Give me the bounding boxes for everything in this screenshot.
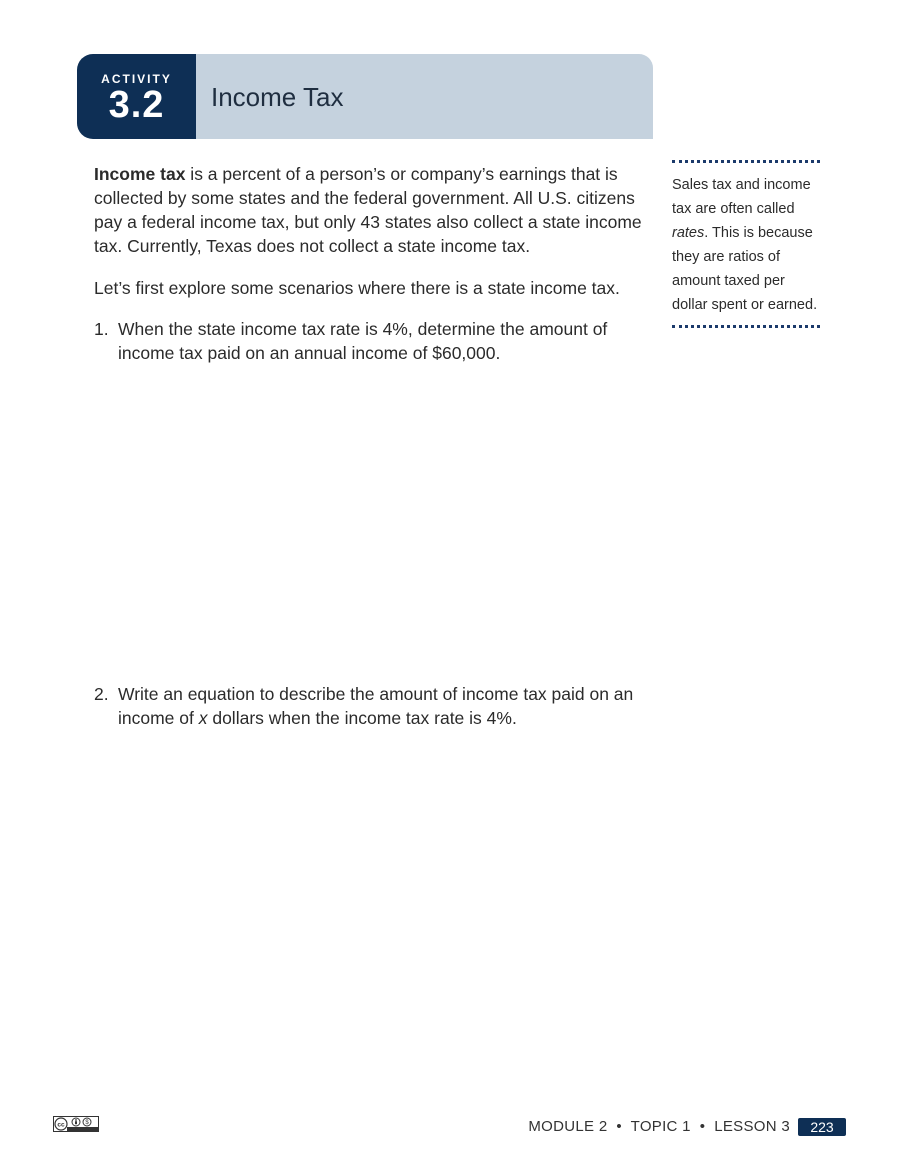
question-text: When the state income tax rate is 4%, determine the amount of income tax paid on an annual income of $60,000. xyxy=(118,319,608,363)
page-number: 223 xyxy=(798,1118,846,1136)
cc-by-nc-icon xyxy=(53,1116,99,1132)
intro-text: is a percent of a person’s or company’s earnings that is collected by some states and the federal government. All U.S. citizens pay a federal income tax, but only 43 states also collect a state income tax. Currently, Texas does not collect a state income tax. xyxy=(94,164,642,256)
sidebar-after: . This is because they are ratios of amount taxed per dollar spent or earned. xyxy=(672,225,818,313)
question-text-after: dollars when the income tax rate is 4%. xyxy=(207,708,517,728)
page-footer xyxy=(0,1112,900,1142)
question-text xyxy=(118,682,658,730)
page-title: Income Tax xyxy=(211,82,344,112)
lead-paragraph: Let’s first explore some scenarios where there is a state income tax. xyxy=(94,278,620,298)
sidebar-emphasis: rates xyxy=(672,225,705,241)
svg-text:cc: cc xyxy=(57,1121,65,1129)
sidebar-note xyxy=(672,160,822,328)
question-number: 2. xyxy=(94,684,109,704)
variable-x: x xyxy=(198,708,208,728)
question-number: 1. xyxy=(94,319,109,339)
activity-number: 3.2 xyxy=(108,84,165,126)
activity-title-band xyxy=(117,54,653,139)
activity-badge xyxy=(77,54,196,139)
svg-text:$: $ xyxy=(85,1120,89,1127)
question-text-before: Write an equation to describe the amount of income tax paid on an income of xyxy=(118,684,634,728)
sidebar-text xyxy=(672,163,822,325)
activity-label: ACTIVITY xyxy=(101,72,172,86)
dotted-divider-bottom xyxy=(672,325,820,328)
activity-header xyxy=(77,54,653,139)
sidebar-before: Sales tax and income tax are often called xyxy=(672,177,811,217)
breadcrumb: MODULE 2 • TOPIC 1 • LESSON 3 xyxy=(528,1118,790,1135)
intro-term: Income tax xyxy=(94,164,186,184)
intro-paragraph xyxy=(94,162,654,258)
